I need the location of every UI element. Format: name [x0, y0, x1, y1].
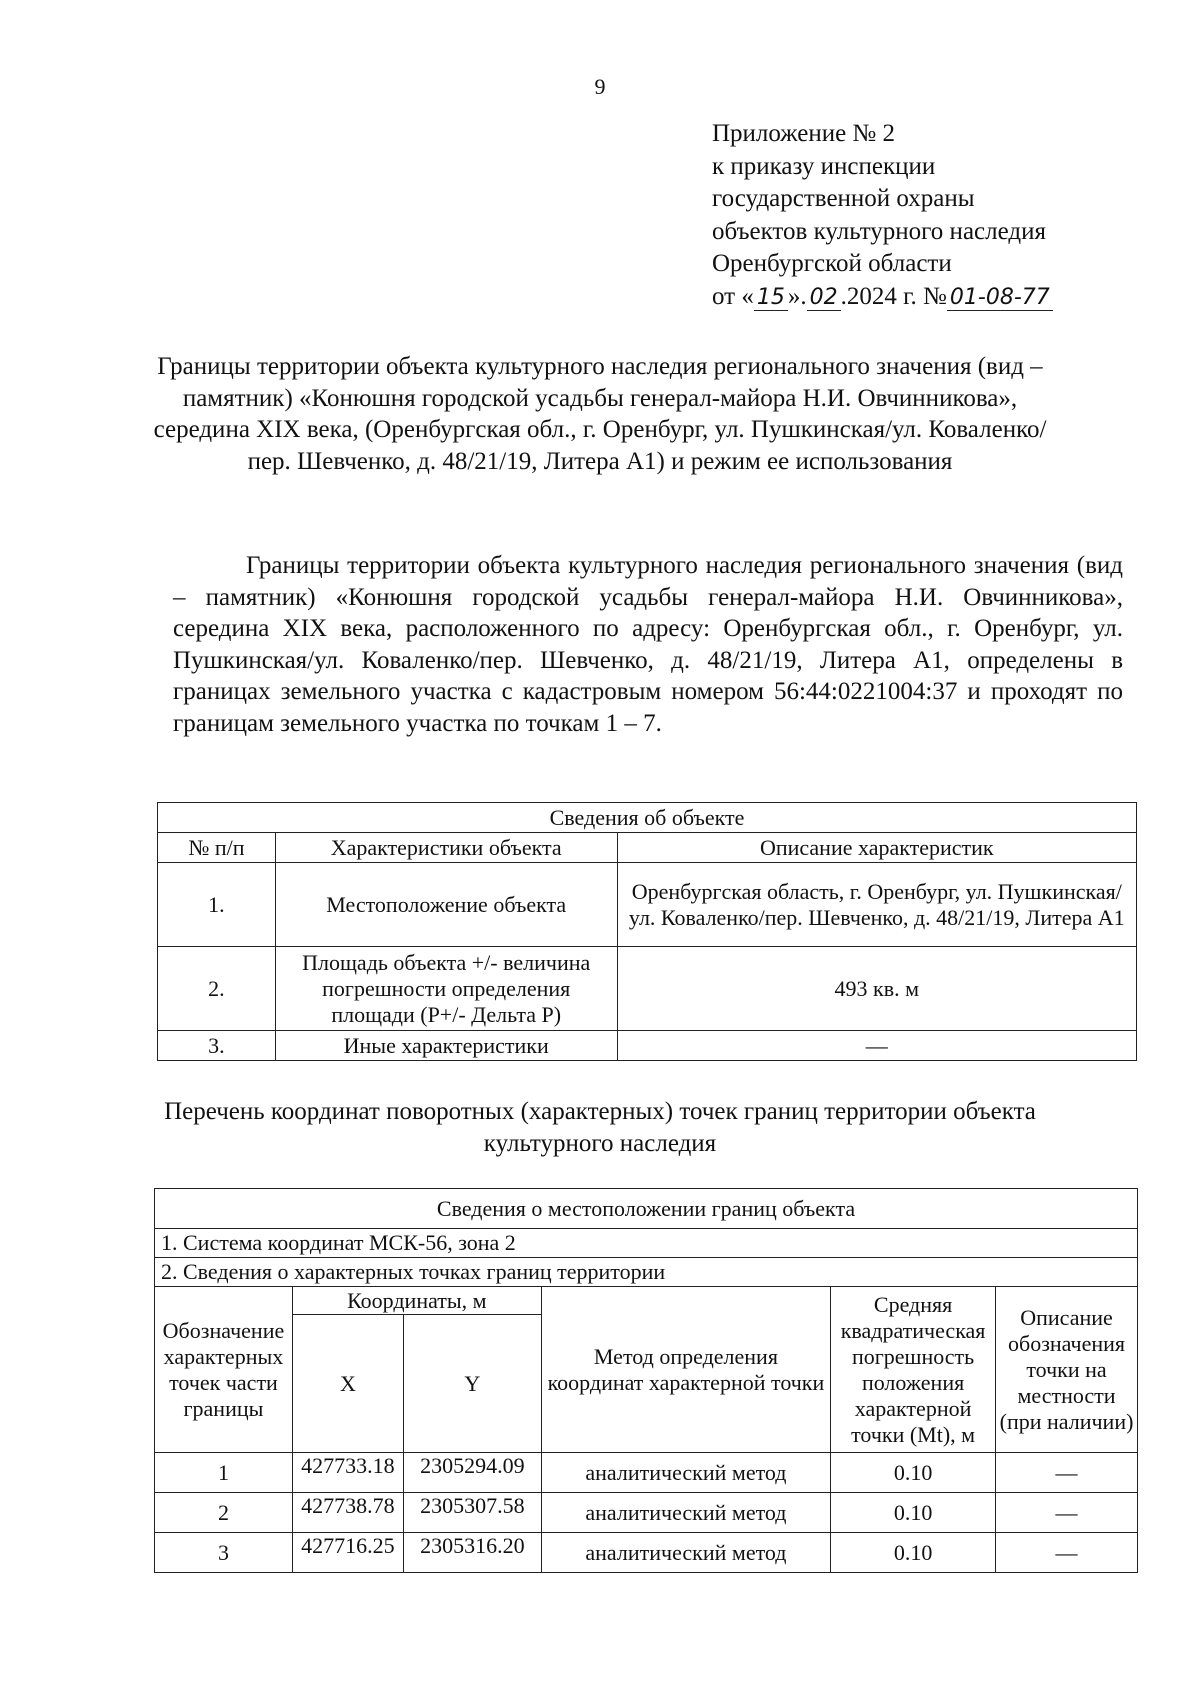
- table-caption: Сведения об объекте: [158, 803, 1137, 833]
- column-header: Характеристики объекта: [275, 833, 617, 863]
- object-info-table: [157, 802, 1137, 1061]
- table-row: [158, 947, 1137, 1031]
- point-id: 3: [155, 1533, 293, 1573]
- column-header: № п/п: [158, 833, 276, 863]
- day-suffix: ».: [787, 282, 807, 310]
- description-cell: —: [996, 1493, 1138, 1533]
- appendix-date-line: [712, 281, 1053, 315]
- document-title: Границы территории объекта культурного наследия регионального значения (вид – памятник) «Конюшня городской усадьбы генерал-майора Н.И. Овчинникова», середина XIX века, (Оренбургская обл., г. Оренбург, ул. Пушкинская/ул. Коваленко/пер. Шевченко, д. 48/21/19, Литера А1) и режим ее использования: [153, 353, 1047, 475]
- method-cell: аналитический метод: [541, 1533, 830, 1573]
- points-caption-row: 2. Сведения о характерных точках границ территории: [155, 1258, 1138, 1287]
- table-row: [155, 1453, 1138, 1493]
- appendix-line: к приказу инспекции: [712, 152, 936, 180]
- row-number: 2.: [158, 947, 276, 1031]
- column-header: Координаты, м: [292, 1287, 541, 1315]
- column-header: Метод определения координат характерной точки: [541, 1287, 830, 1453]
- coordinates-section-title: Перечень координат поворотных (характерных) точек границ территории объекта культурного наследия: [164, 1098, 1036, 1157]
- column-header: Описание характеристик: [617, 833, 1136, 863]
- y-coordinate: 2305307.58: [403, 1493, 541, 1533]
- method-cell: аналитический метод: [541, 1493, 830, 1533]
- page-number: 9: [594, 74, 606, 99]
- description-cell: Оренбургская область, г. Оренбург, ул. Пушкинская/ул. Коваленко/пер. Шевченко, д. 48/21/19, Литера А1: [617, 863, 1136, 947]
- appendix-block: [712, 118, 1053, 314]
- x-coordinate: 427733.18: [292, 1453, 403, 1493]
- row-number: 3.: [158, 1031, 276, 1061]
- characteristic-cell: Местоположение объекта: [275, 863, 617, 947]
- y-coordinate: 2305294.09: [403, 1453, 541, 1493]
- column-header: Описание обозначения точки на местности (при наличии): [996, 1287, 1138, 1453]
- characteristic-cell: Иные характеристики: [275, 1031, 617, 1061]
- method-cell: аналитический метод: [541, 1453, 830, 1493]
- table-row: [158, 863, 1137, 947]
- date-prefix: от «: [712, 282, 754, 310]
- point-id: 2: [155, 1493, 293, 1533]
- body-paragraph: Границы территории объекта культурного наследия регионального значения (вид – памятник) «Конюшня городской усадьбы генерал-майора Н.И. Овчинникова», середина XIX века, расположенного по адресу: Оренбургская обл., г. Оренбург, ул. Пушкинская/ул. Коваленко/пер. Шевченко, д. 48/21/19, Литера А1, определены в границах земельного участка с кадастровым номером 56:44:0221004:37 и проходят по границам земельного участка по точкам 1 – 7.: [173, 552, 1123, 737]
- year-text: .2024 г. №: [840, 282, 947, 310]
- table-row: [155, 1493, 1138, 1533]
- column-header: Обозначение характерных точек части границы: [155, 1287, 293, 1453]
- x-coordinate: 427716.25: [292, 1533, 403, 1573]
- row-number: 1.: [158, 863, 276, 947]
- handwritten-month: 02: [807, 285, 841, 311]
- handwritten-day: 15: [754, 285, 788, 311]
- appendix-line: государственной охраны: [712, 185, 975, 212]
- x-coordinate: 427738.78: [292, 1493, 403, 1533]
- column-header: X: [292, 1315, 403, 1453]
- table-row: [158, 1031, 1137, 1061]
- y-coordinate: 2305316.20: [403, 1533, 541, 1573]
- column-header: Y: [403, 1315, 541, 1453]
- coordinates-table: [154, 1188, 1138, 1573]
- point-id: 1: [155, 1453, 293, 1493]
- appendix-line: Оренбургской области: [712, 250, 952, 277]
- coordinate-system-row: 1. Система координат МСК-56, зона 2: [155, 1229, 1138, 1258]
- column-header: Средняя квадратическая погрешность положения характерной точки (Mt), м: [831, 1287, 996, 1453]
- table-row: [155, 1533, 1138, 1573]
- error-cell: 0.10: [831, 1493, 996, 1533]
- description-cell: —: [996, 1453, 1138, 1493]
- appendix-line: Приложение № 2: [712, 120, 896, 147]
- description-cell: 493 кв. м: [617, 947, 1136, 1031]
- handwritten-order-number: 01-08-77: [947, 285, 1053, 311]
- characteristic-cell: Площадь объекта +/- величина погрешности определения площади (P+/- Дельта P): [275, 947, 617, 1031]
- error-cell: 0.10: [831, 1453, 996, 1493]
- error-cell: 0.10: [831, 1533, 996, 1573]
- description-cell: —: [617, 1031, 1136, 1061]
- description-cell: —: [996, 1533, 1138, 1573]
- table-caption: Сведения о местоположении границ объекта: [155, 1189, 1138, 1229]
- appendix-line: объектов культурного наследия: [712, 217, 1046, 245]
